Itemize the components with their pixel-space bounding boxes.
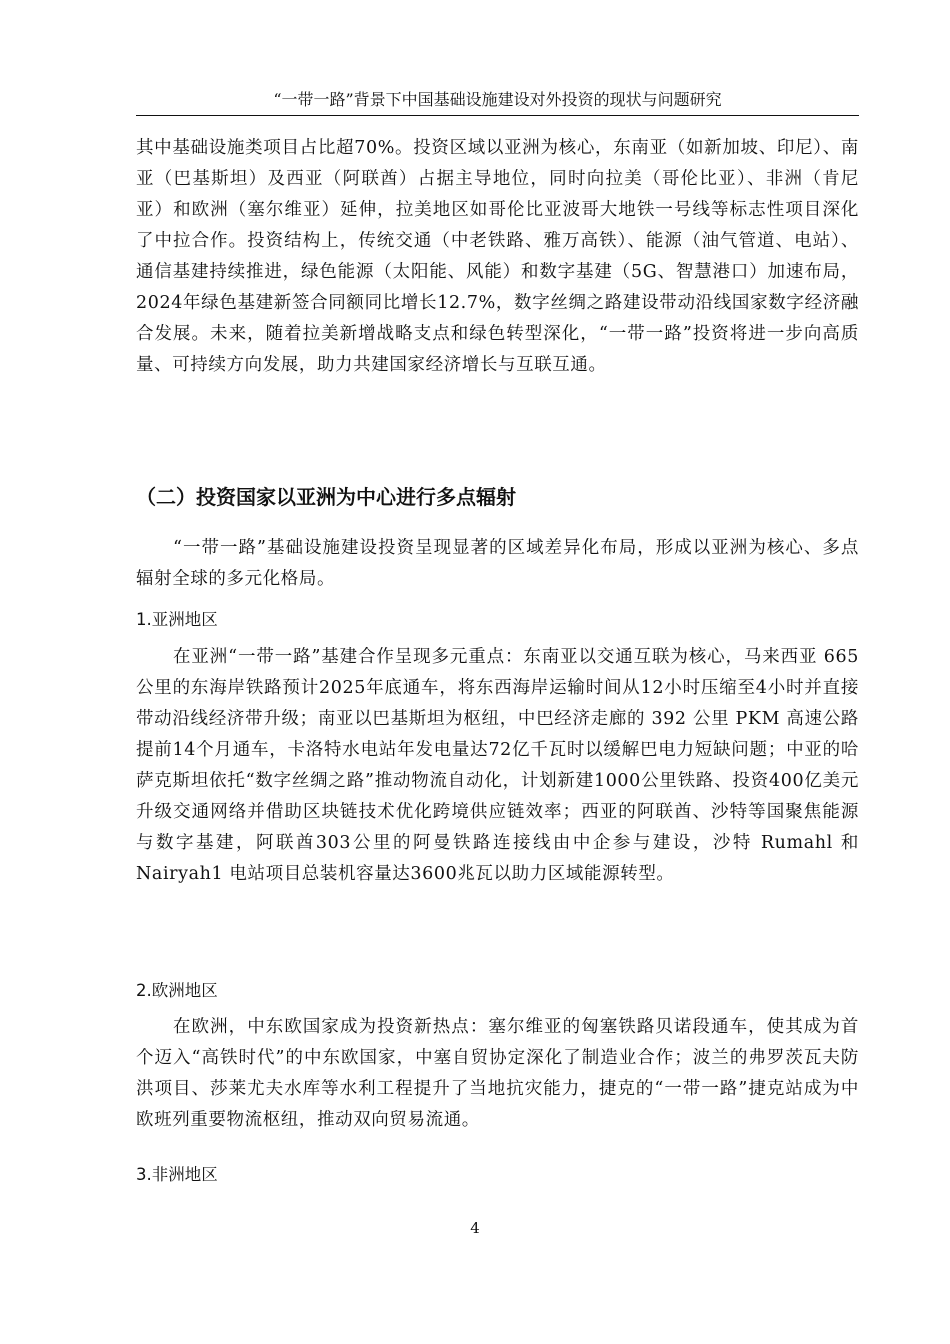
paragraph-asia: 在亚洲“一带一路”基建合作呈现多元重点：东南亚以交通互联为核心，马来西亚 665 公里的东海岸铁路预计2025年底通车，将东西海岸运输时间从12小时压缩至4小时并直接带动沿线经济带升级；南亚以巴基斯坦为枢纽，中巴经济走廊的 392 公里 PKM 高速公路提前14个月通车，卡洛特水电站年发电量达72亿千瓦时以缓解巴电力短缺问题；中亚的哈萨克斯坦依托“数字丝绸之路”推动物流自动化，计划新建1000公里铁路、投资400亿美元升级交通网络并借助区块链技术优化跨境供应链效率；西亚的阿联酋、沙特等国聚焦能源与数字基建，阿联酋303公里的阿曼铁路连接线由中企参与建设，沙特 Rumahl 和 Nairyah1 电站项目总装机容量达3600兆瓦以助力区域能源转型。 xyxy=(136,647,859,884)
paragraph-section-intro: “一带一路”基础设施建设投资呈现显著的区域差异化布局，形成以亚洲为核心、多点辐射全球的多元化格局。 xyxy=(136,538,859,589)
subheading-africa: 3.非洲地区 xyxy=(136,1165,218,1184)
page-number: 4 xyxy=(470,1219,480,1237)
section-heading: （二）投资国家以亚洲为中心进行多点辐射 xyxy=(136,485,516,509)
header-divider xyxy=(136,115,859,116)
running-header: “一带一路”背景下中国基础设施建设对外投资的现状与问题研究 xyxy=(273,90,722,109)
paragraph-europe: 在欧洲，中东欧国家成为投资新热点：塞尔维亚的匈塞铁路贝诺段通车，使其成为首个迈入“高铁时代”的中东欧国家，中塞自贸协定深化了制造业合作；波兰的弗罗茨瓦夫防洪项目、莎莱尤夫水库等水利工程提升了当地抗灾能力，捷克的“一带一路”捷克站成为中欧班列重要物流枢纽，推动双向贸易流通。 xyxy=(136,1017,859,1130)
subheading-europe: 2.欧洲地区 xyxy=(136,981,218,1000)
paragraph-intro-continuation: 其中基础设施类项目占比超70%。投资区域以亚洲为核心，东南亚（如新加坡、印尼）、南亚（巴基斯坦）及西亚（阿联酋）占据主导地位，同时向拉美（哥伦比亚）、非洲（肯尼亚）和欧洲（塞尔维亚）延伸，拉美地区如哥伦比亚波哥大地铁一号线等标志性项目深化了中拉合作。投资结构上，传统交通（中老铁路、雅万高铁）、能源（油气管道、电站）、通信基建持续推进，绿色能源（太阳能、风能）和数字基建（5G、智慧港口）加速布局，2024年绿色基建新签合同额同比增长12.7%，数字丝绸之路建设带动沿线国家数字经济融合发展。未来，随着拉美新增战略支点和绿色转型深化，“一带一路”投资将进一步向高质量、可持续方向发展，助力共建国家经济增长与互联互通。 xyxy=(136,138,859,375)
subheading-asia: 1.亚洲地区 xyxy=(136,610,218,629)
